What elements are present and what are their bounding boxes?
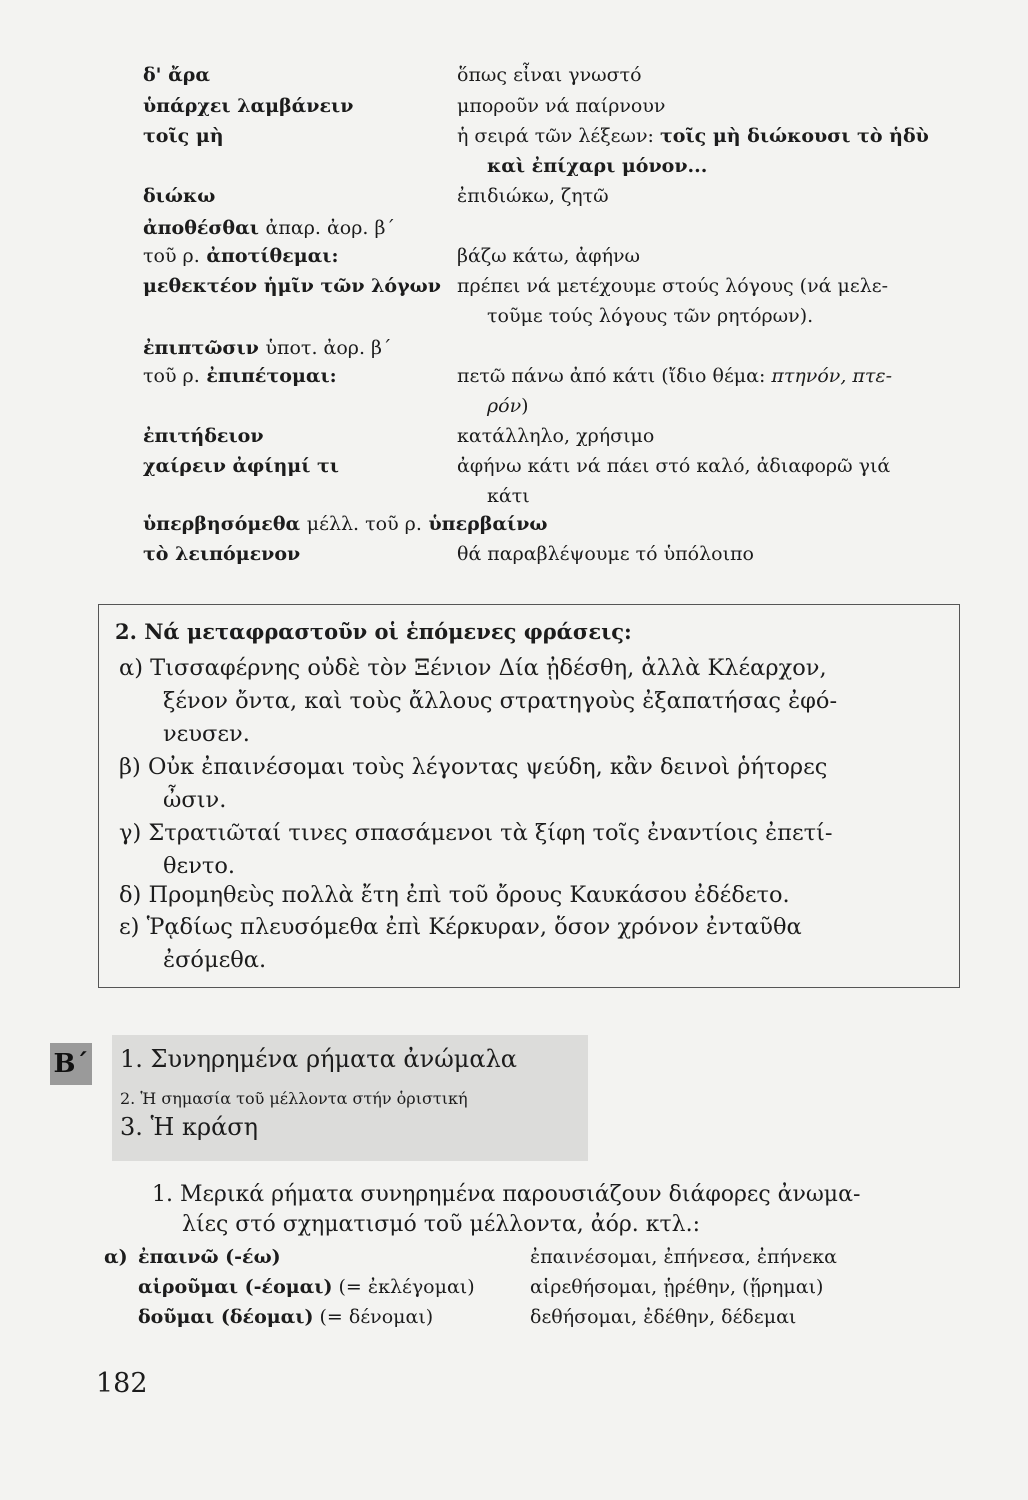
gloss-def-italic: ρόν: [487, 395, 522, 417]
exercise-line: δ) Προμηθεὺς πολλὰ ἔτη ἐπὶ τοῦ ὄρους Καυκάσου ἐδέδετο.: [119, 882, 790, 908]
gloss-term-text: ὑπερβησόμεθα: [143, 513, 301, 535]
verb-lemma: αἱροῦμαι (-έομαι): [138, 1276, 333, 1298]
gloss-def: ὅπως εἶναι γνωστό: [457, 64, 642, 86]
exercise-line: α) Τισσαφέρνης οὐδὲ τὸν Ξένιον Δία ᾐδέσθη, ἀλλὰ Κλέαρχον,: [119, 655, 827, 681]
paragraph-line: 1. Μερικά ρήματα συνηρημένα παρουσιάζουν διάφορες ἀνωμα-: [152, 1182, 861, 1207]
exercise-title: 2. Νά μεταφραστοῦν οἱ ἑπόμενες φράσεις:: [115, 619, 632, 644]
gloss-term: [143, 511, 547, 537]
gloss-term: [143, 335, 392, 361]
gloss-def-cont: ρόν): [487, 395, 529, 417]
gloss-term: ὑπάρχει λαμβάνειν: [143, 95, 354, 117]
verb-note: (= ἐκλέγομαι): [338, 1276, 475, 1298]
gloss-def: κατάλληλο, χρήσιμο: [457, 425, 655, 447]
gloss-def-cont: καὶ ἐπίχαρι μόνον...: [487, 155, 708, 177]
gloss-def: βάζω κάτω, ἀφήνω: [457, 245, 640, 267]
gloss-def-cont: τοῦμε τούς λόγους τῶν ρητόρων).: [487, 305, 814, 327]
page-number: 182: [96, 1368, 148, 1399]
exercise-line: γ) Στρατιῶταί τινες σπασάμενοι τὰ ξίφη τοῖς ἐναντίοις ἐπετί-: [119, 820, 833, 846]
exercise-line: θεντο.: [163, 853, 236, 879]
gloss-term-note: μέλλ. τοῦ ρ.: [306, 513, 422, 535]
gloss-term: μεθεκτέον ἡμῖν τῶν λόγων: [143, 275, 441, 297]
gloss-def-bold: τοῖς μὴ διώκουσι τὸ ἡδὺ: [660, 125, 929, 147]
section-heading-3: 3. Ἡ κράση: [120, 1113, 259, 1141]
gloss-term: χαίρειν ἀφίημί τι: [143, 455, 340, 477]
gloss-term-note: ὑποτ. ἀορ. β΄: [265, 337, 392, 359]
exercise-line: ὦσιν.: [163, 787, 227, 813]
exercise-line: ξένον ὄντα, καὶ τοὺς ἄλλους στρατηγοὺς ἐξαπατήσας ἐφό-: [163, 688, 838, 714]
exercise-line: β) Οὐκ ἐπαινέσομαι τοὺς λέγοντας ψεύδη, κἂν δεινοὶ ῥήτορες: [119, 754, 828, 780]
gloss-term-text: ἐπιπέτομαι:: [206, 365, 337, 387]
gloss-def-cont: κάτι: [487, 485, 530, 507]
gloss-def: πρέπει νά μετέχουμε στούς λόγους (νά μελε-: [457, 275, 889, 297]
gloss-term-text: ἀποθέσθαι: [143, 217, 259, 239]
verb-lemma: ἐπαινῶ (-έω): [138, 1246, 281, 1268]
section-tag: Β΄: [50, 1043, 92, 1085]
gloss-term: ἐπιτήδειον: [143, 425, 264, 447]
gloss-def: ἐπιδιώκω, ζητῶ: [457, 185, 609, 207]
gloss-term: τοῖς μὴ: [143, 125, 224, 147]
gloss-def: ἀφήνω κάτι νά πάει στό καλό, ἀδιαφορῶ γιά: [457, 455, 891, 477]
gloss-def-italic: πτηνόν, πτε-: [771, 365, 893, 387]
gloss-term: [143, 243, 339, 269]
exercise-box: [98, 604, 960, 988]
gloss-term: δ' ἄρα: [143, 64, 210, 86]
verb-forms: ἐπαινέσομαι, ἐπήνεσα, ἐπήνεκα: [530, 1246, 837, 1268]
gloss-term-prefix: τοῦ ρ.: [143, 365, 200, 387]
verb-forms: αἱρεθήσομαι, ᾑρέθην, (ᾕρημαι): [530, 1276, 824, 1298]
gloss-term: διώκω: [143, 185, 216, 207]
gloss-term: [143, 363, 337, 389]
gloss-term-after: ὑπερβαίνω: [428, 513, 548, 535]
gloss-def: μποροῦν νά παίρνουν: [457, 95, 666, 117]
gloss-term: [143, 215, 395, 241]
verb-forms: δεθήσομαι, ἐδέθην, δέδεμαι: [530, 1306, 797, 1328]
gloss-term: τὸ λειπόμενον: [143, 543, 301, 565]
gloss-def: [457, 123, 929, 149]
gloss-def-text: πετῶ πάνω ἀπό κάτι (ἴδιο θέμα:: [457, 365, 766, 387]
verb-entry: [138, 1274, 475, 1300]
section-heading-1: 1. Συνηρημένα ρήματα ἀνώμαλα: [120, 1045, 517, 1073]
gloss-term-text: ἐπιπτῶσιν: [143, 337, 259, 359]
verb-list-label: α): [104, 1246, 128, 1268]
exercise-line: νευσεν.: [163, 721, 250, 747]
section-heading-2: 2. Ἡ σημασία τοῦ μέλλοντα στήν ὁριστική: [120, 1089, 468, 1108]
paragraph-line: λίες στό σχηματισμό τοῦ μέλλοντα, ἀόρ. κτλ.:: [182, 1212, 701, 1237]
gloss-def-text: ἡ σειρά τῶν λέξεων:: [457, 125, 654, 147]
gloss-term-note: ἀπαρ. ἀορ. β΄: [265, 217, 395, 239]
gloss-def: θά παραβλέψουμε τό ὑπόλοιπο: [457, 543, 754, 565]
gloss-term-text: ἀποτίθεμαι:: [206, 245, 339, 267]
gloss-term-prefix: τοῦ ρ.: [143, 245, 200, 267]
exercise-line: ἐσόμεθα.: [163, 947, 267, 973]
verb-entry: [138, 1304, 433, 1330]
verb-lemma: δοῦμαι (δέομαι): [138, 1306, 314, 1328]
gloss-def: [457, 363, 892, 389]
verb-note: (= δένομαι): [319, 1306, 434, 1328]
exercise-line: ε) Ῥᾳδίως πλευσόμεθα ἐπὶ Κέρκυραν, ὅσον χρόνον ἐνταῦθα: [119, 914, 802, 940]
